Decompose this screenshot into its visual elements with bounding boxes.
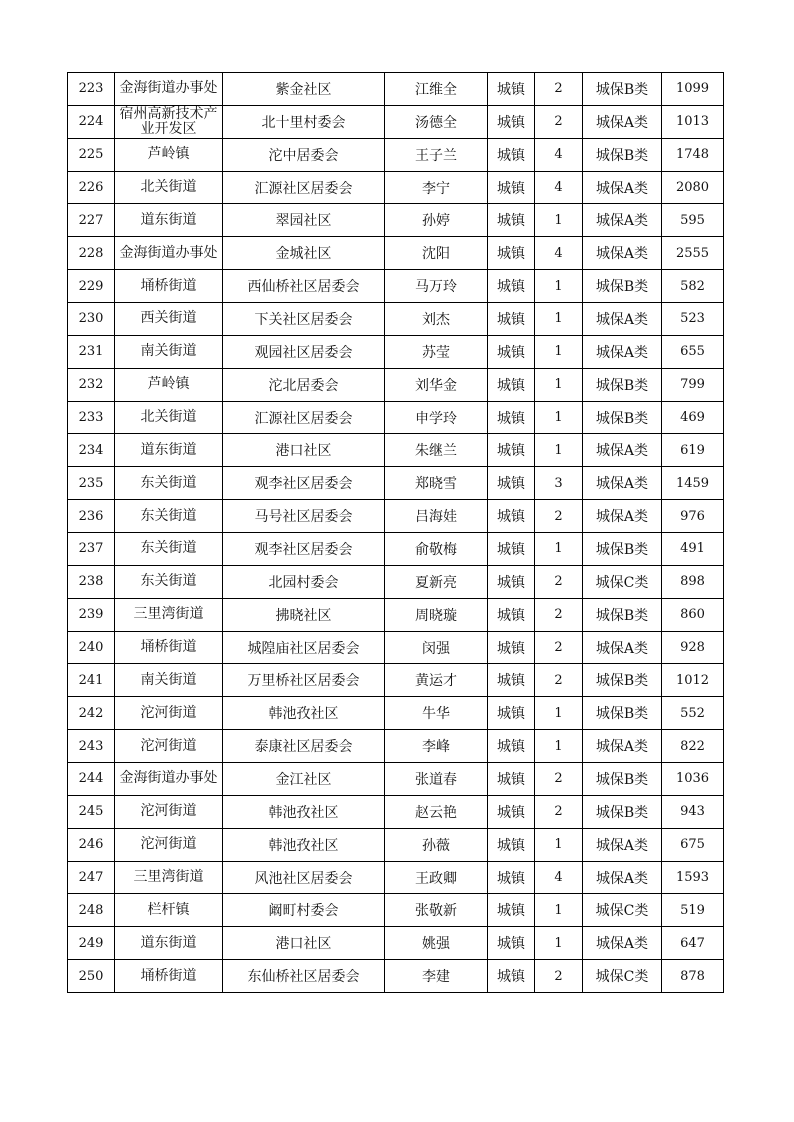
category-cell: 城保B类: [583, 763, 662, 796]
amount-cell: 1012: [662, 664, 724, 697]
subdistrict-cell: [115, 401, 223, 434]
community-cell: 金城社区: [223, 237, 385, 270]
table-row: [68, 434, 724, 467]
subdistrict-text: 埇桥街道: [140, 967, 197, 984]
table-row: [68, 828, 724, 861]
type-cell: 城镇: [488, 631, 535, 664]
subdistrict-text: 三里湾街道: [133, 869, 204, 886]
row-number: 239: [68, 598, 115, 631]
community-cell: 港口社区: [223, 927, 385, 960]
table-row: [68, 565, 724, 598]
table-row: [68, 467, 724, 500]
subdistrict-cell: [115, 730, 223, 763]
subdistrict-text: 宿州高新技术产业开发区: [119, 105, 218, 137]
category-cell: 城保A类: [583, 303, 662, 336]
row-number: 226: [68, 171, 115, 204]
type-cell: 城镇: [488, 138, 535, 171]
community-cell: 风池社区居委会: [223, 861, 385, 894]
type-cell: 城镇: [488, 828, 535, 861]
row-number: 241: [68, 664, 115, 697]
amount-cell: 582: [662, 270, 724, 303]
count-cell: 2: [535, 598, 583, 631]
row-number: 237: [68, 533, 115, 566]
type-cell: 城镇: [488, 533, 535, 566]
row-number: 223: [68, 73, 115, 106]
count-cell: 1: [535, 894, 583, 927]
amount-cell: 655: [662, 335, 724, 368]
row-number: 240: [68, 631, 115, 664]
category-cell: 城保A类: [583, 467, 662, 500]
subdistrict-text: 埇桥街道: [140, 277, 197, 294]
count-cell: 2: [535, 664, 583, 697]
name-cell: 江维全: [385, 73, 488, 106]
subdistrict-cell: [115, 664, 223, 697]
community-cell: 北园村委会: [223, 565, 385, 598]
row-number: 245: [68, 795, 115, 828]
name-cell: 王子兰: [385, 138, 488, 171]
subdistrict-cell: [115, 927, 223, 960]
subdistrict-text: 栏杆镇: [147, 901, 190, 918]
subdistrict-cell: [115, 960, 223, 993]
subdistrict-text: 金海街道办事处: [119, 244, 218, 261]
subdistrict-text: 芦岭镇: [147, 376, 190, 393]
category-cell: 城保A类: [583, 105, 662, 138]
table-row: [68, 401, 724, 434]
category-cell: 城保A类: [583, 730, 662, 763]
subdistrict-text: 东关街道: [140, 507, 197, 524]
subdistrict-text: 金海街道办事处: [119, 80, 218, 97]
name-cell: 吕海娃: [385, 500, 488, 533]
table-row: [68, 237, 724, 270]
subdistrict-cell: [115, 565, 223, 598]
subdistrict-text: 道东街道: [140, 211, 197, 228]
community-cell: 马号社区居委会: [223, 500, 385, 533]
amount-cell: 1099: [662, 73, 724, 106]
count-cell: 2: [535, 73, 583, 106]
count-cell: 2: [535, 565, 583, 598]
category-cell: 城保B类: [583, 138, 662, 171]
table-row: [68, 138, 724, 171]
table-row: [68, 697, 724, 730]
amount-cell: 1013: [662, 105, 724, 138]
category-cell: 城保B类: [583, 795, 662, 828]
type-cell: 城镇: [488, 467, 535, 500]
community-cell: 东仙桥社区居委会: [223, 960, 385, 993]
count-cell: 4: [535, 171, 583, 204]
type-cell: 城镇: [488, 960, 535, 993]
records-table: [67, 72, 724, 993]
table-row: [68, 795, 724, 828]
table-row: [68, 664, 724, 697]
category-cell: 城保A类: [583, 434, 662, 467]
category-cell: 城保C类: [583, 960, 662, 993]
type-cell: 城镇: [488, 368, 535, 401]
count-cell: 2: [535, 960, 583, 993]
type-cell: 城镇: [488, 73, 535, 106]
table-row: [68, 631, 724, 664]
subdistrict-text: 北关街道: [140, 179, 197, 195]
type-cell: 城镇: [488, 105, 535, 138]
row-number: 233: [68, 401, 115, 434]
amount-cell: 1593: [662, 861, 724, 894]
amount-cell: 647: [662, 927, 724, 960]
community-cell: 观园社区居委会: [223, 335, 385, 368]
name-cell: 张敬新: [385, 894, 488, 927]
name-cell: 赵云艳: [385, 795, 488, 828]
name-cell: 牛华: [385, 697, 488, 730]
amount-cell: 1036: [662, 763, 724, 796]
count-cell: 4: [535, 237, 583, 270]
subdistrict-text: 芦岭镇: [147, 146, 190, 163]
row-number: 231: [68, 335, 115, 368]
count-cell: 3: [535, 467, 583, 500]
count-cell: 2: [535, 795, 583, 828]
count-cell: 1: [535, 434, 583, 467]
table-row: [68, 894, 724, 927]
community-cell: 泰康社区居委会: [223, 730, 385, 763]
table-row: [68, 533, 724, 566]
subdistrict-cell: [115, 204, 223, 237]
type-cell: 城镇: [488, 861, 535, 894]
type-cell: 城镇: [488, 171, 535, 204]
subdistrict-text: 东关街道: [140, 540, 197, 557]
name-cell: 孙薇: [385, 828, 488, 861]
subdistrict-cell: [115, 861, 223, 894]
subdistrict-cell: [115, 368, 223, 401]
category-cell: 城保B类: [583, 270, 662, 303]
type-cell: 城镇: [488, 697, 535, 730]
category-cell: 城保B类: [583, 533, 662, 566]
amount-cell: 523: [662, 303, 724, 336]
count-cell: 2: [535, 631, 583, 664]
category-cell: 城保B类: [583, 73, 662, 106]
count-cell: 1: [535, 927, 583, 960]
community-cell: 汇源社区居委会: [223, 401, 385, 434]
type-cell: 城镇: [488, 237, 535, 270]
row-number: 238: [68, 565, 115, 598]
type-cell: 城镇: [488, 598, 535, 631]
community-cell: 阚町村委会: [223, 894, 385, 927]
count-cell: 1: [535, 533, 583, 566]
subdistrict-cell: [115, 434, 223, 467]
table-row: [68, 171, 724, 204]
name-cell: 申学玲: [385, 401, 488, 434]
count-cell: 1: [535, 401, 583, 434]
count-cell: 2: [535, 500, 583, 533]
row-number: 248: [68, 894, 115, 927]
count-cell: 1: [535, 303, 583, 336]
subdistrict-cell: [115, 171, 223, 204]
category-cell: 城保A类: [583, 171, 662, 204]
community-cell: 观李社区居委会: [223, 467, 385, 500]
community-cell: 翠园社区: [223, 204, 385, 237]
community-cell: 西仙桥社区居委会: [223, 270, 385, 303]
amount-cell: 2080: [662, 171, 724, 204]
amount-cell: 898: [662, 565, 724, 598]
subdistrict-text: 沱河街道: [140, 836, 197, 853]
subdistrict-text: 沱河街道: [140, 737, 197, 754]
table-row: [68, 303, 724, 336]
name-cell: 刘杰: [385, 303, 488, 336]
name-cell: 俞敬梅: [385, 533, 488, 566]
amount-cell: 1459: [662, 467, 724, 500]
name-cell: 孙婷: [385, 204, 488, 237]
row-number: 249: [68, 927, 115, 960]
subdistrict-cell: [115, 631, 223, 664]
table-row: [68, 960, 724, 993]
community-cell: 下关社区居委会: [223, 303, 385, 336]
community-cell: 韩池孜社区: [223, 795, 385, 828]
subdistrict-cell: [115, 237, 223, 270]
type-cell: 城镇: [488, 795, 535, 828]
count-cell: 1: [535, 270, 583, 303]
row-number: 227: [68, 204, 115, 237]
category-cell: 城保A类: [583, 204, 662, 237]
row-number: 247: [68, 861, 115, 894]
row-number: 229: [68, 270, 115, 303]
subdistrict-text: 西关街道: [140, 310, 197, 327]
count-cell: 1: [535, 828, 583, 861]
count-cell: 1: [535, 335, 583, 368]
category-cell: 城保C类: [583, 894, 662, 927]
count-cell: 1: [535, 368, 583, 401]
type-cell: 城镇: [488, 434, 535, 467]
type-cell: 城镇: [488, 335, 535, 368]
type-cell: 城镇: [488, 763, 535, 796]
type-cell: 城镇: [488, 500, 535, 533]
row-number: 230: [68, 303, 115, 336]
category-cell: 城保B类: [583, 664, 662, 697]
table-row: [68, 270, 724, 303]
community-cell: 韩池孜社区: [223, 828, 385, 861]
amount-cell: 822: [662, 730, 724, 763]
community-cell: 港口社区: [223, 434, 385, 467]
category-cell: 城保B类: [583, 368, 662, 401]
category-cell: 城保A类: [583, 500, 662, 533]
category-cell: 城保A类: [583, 927, 662, 960]
name-cell: 周晓璇: [385, 598, 488, 631]
subdistrict-text: 埇桥街道: [140, 639, 197, 656]
subdistrict-cell: [115, 763, 223, 796]
name-cell: 郑晓雪: [385, 467, 488, 500]
count-cell: 1: [535, 730, 583, 763]
category-cell: 城保A类: [583, 237, 662, 270]
table-row: [68, 73, 724, 106]
subdistrict-text: 沱河街道: [140, 803, 197, 820]
table-row: [68, 861, 724, 894]
subdistrict-cell: [115, 894, 223, 927]
count-cell: 4: [535, 861, 583, 894]
type-cell: 城镇: [488, 565, 535, 598]
subdistrict-text: 东关街道: [140, 573, 197, 590]
subdistrict-cell: [115, 500, 223, 533]
subdistrict-cell: [115, 697, 223, 730]
table-body: [68, 73, 724, 993]
subdistrict-cell: [115, 598, 223, 631]
community-cell: 观李社区居委会: [223, 533, 385, 566]
name-cell: 张道春: [385, 763, 488, 796]
subdistrict-text: 道东街道: [140, 441, 197, 458]
row-number: 235: [68, 467, 115, 500]
category-cell: 城保B类: [583, 598, 662, 631]
row-number: 228: [68, 237, 115, 270]
count-cell: 1: [535, 204, 583, 237]
subdistrict-cell: [115, 73, 223, 106]
row-number: 236: [68, 500, 115, 533]
amount-cell: 799: [662, 368, 724, 401]
amount-cell: 2555: [662, 237, 724, 270]
category-cell: 城保A类: [583, 828, 662, 861]
subdistrict-text: 东关街道: [140, 474, 197, 491]
category-cell: 城保B类: [583, 401, 662, 434]
community-cell: 沱北居委会: [223, 368, 385, 401]
amount-cell: 860: [662, 598, 724, 631]
name-cell: 汤德全: [385, 105, 488, 138]
table-row: [68, 500, 724, 533]
community-cell: 韩池孜社区: [223, 697, 385, 730]
name-cell: 朱继兰: [385, 434, 488, 467]
name-cell: 李建: [385, 960, 488, 993]
row-number: 244: [68, 763, 115, 796]
subdistrict-text: 沱河街道: [140, 704, 197, 721]
community-cell: 紫金社区: [223, 73, 385, 106]
count-cell: 2: [535, 763, 583, 796]
name-cell: 李峰: [385, 730, 488, 763]
table-row: [68, 927, 724, 960]
subdistrict-cell: [115, 335, 223, 368]
table-row: [68, 763, 724, 796]
community-cell: 城隍庙社区居委会: [223, 631, 385, 664]
amount-cell: 943: [662, 795, 724, 828]
subdistrict-cell: [115, 270, 223, 303]
community-cell: 金江社区: [223, 763, 385, 796]
community-cell: 拂晓社区: [223, 598, 385, 631]
table-row: [68, 105, 724, 138]
type-cell: 城镇: [488, 270, 535, 303]
subdistrict-text: 南关街道: [140, 671, 197, 688]
table-row: [68, 335, 724, 368]
name-cell: 闵强: [385, 631, 488, 664]
table-row: [68, 730, 724, 763]
amount-cell: 491: [662, 533, 724, 566]
type-cell: 城镇: [488, 894, 535, 927]
name-cell: 黄运才: [385, 664, 488, 697]
category-cell: 城保C类: [583, 565, 662, 598]
row-number: 232: [68, 368, 115, 401]
name-cell: 苏莹: [385, 335, 488, 368]
amount-cell: 675: [662, 828, 724, 861]
category-cell: 城保B类: [583, 697, 662, 730]
amount-cell: 976: [662, 500, 724, 533]
row-number: 224: [68, 105, 115, 138]
amount-cell: 1748: [662, 138, 724, 171]
category-cell: 城保A类: [583, 335, 662, 368]
subdistrict-cell: [115, 828, 223, 861]
count-cell: 2: [535, 105, 583, 138]
row-number: 242: [68, 697, 115, 730]
amount-cell: 928: [662, 631, 724, 664]
amount-cell: 878: [662, 960, 724, 993]
subdistrict-text: 金海街道办事处: [119, 770, 218, 787]
amount-cell: 469: [662, 401, 724, 434]
type-cell: 城镇: [488, 204, 535, 237]
subdistrict-cell: [115, 467, 223, 500]
name-cell: 马万玲: [385, 270, 488, 303]
name-cell: 夏新亮: [385, 565, 488, 598]
type-cell: 城镇: [488, 664, 535, 697]
subdistrict-cell: [115, 105, 223, 138]
amount-cell: 619: [662, 434, 724, 467]
subdistrict-text: 三里湾街道: [133, 606, 204, 623]
category-cell: 城保A类: [583, 631, 662, 664]
row-number: 250: [68, 960, 115, 993]
type-cell: 城镇: [488, 927, 535, 960]
row-number: 246: [68, 828, 115, 861]
community-cell: 北十里村委会: [223, 105, 385, 138]
subdistrict-cell: [115, 138, 223, 171]
subdistrict-cell: [115, 303, 223, 336]
community-cell: 万里桥社区居委会: [223, 664, 385, 697]
table-row: [68, 368, 724, 401]
row-number: 243: [68, 730, 115, 763]
table-row: [68, 204, 724, 237]
amount-cell: 519: [662, 894, 724, 927]
name-cell: 姚强: [385, 927, 488, 960]
amount-cell: 595: [662, 204, 724, 237]
community-cell: 汇源社区居委会: [223, 171, 385, 204]
community-cell: 沱中居委会: [223, 138, 385, 171]
amount-cell: 552: [662, 697, 724, 730]
count-cell: 1: [535, 697, 583, 730]
type-cell: 城镇: [488, 730, 535, 763]
name-cell: 沈阳: [385, 237, 488, 270]
subdistrict-cell: [115, 795, 223, 828]
count-cell: 4: [535, 138, 583, 171]
category-cell: 城保A类: [583, 861, 662, 894]
name-cell: 王政卿: [385, 861, 488, 894]
type-cell: 城镇: [488, 401, 535, 434]
subdistrict-text: 北关街道: [140, 409, 197, 426]
name-cell: 李宁: [385, 171, 488, 204]
type-cell: 城镇: [488, 303, 535, 336]
table-row: [68, 598, 724, 631]
name-cell: 刘华金: [385, 368, 488, 401]
row-number: 234: [68, 434, 115, 467]
subdistrict-text: 道东街道: [140, 934, 197, 951]
subdistrict-text: 南关街道: [140, 343, 197, 360]
subdistrict-cell: [115, 533, 223, 566]
row-number: 225: [68, 138, 115, 171]
